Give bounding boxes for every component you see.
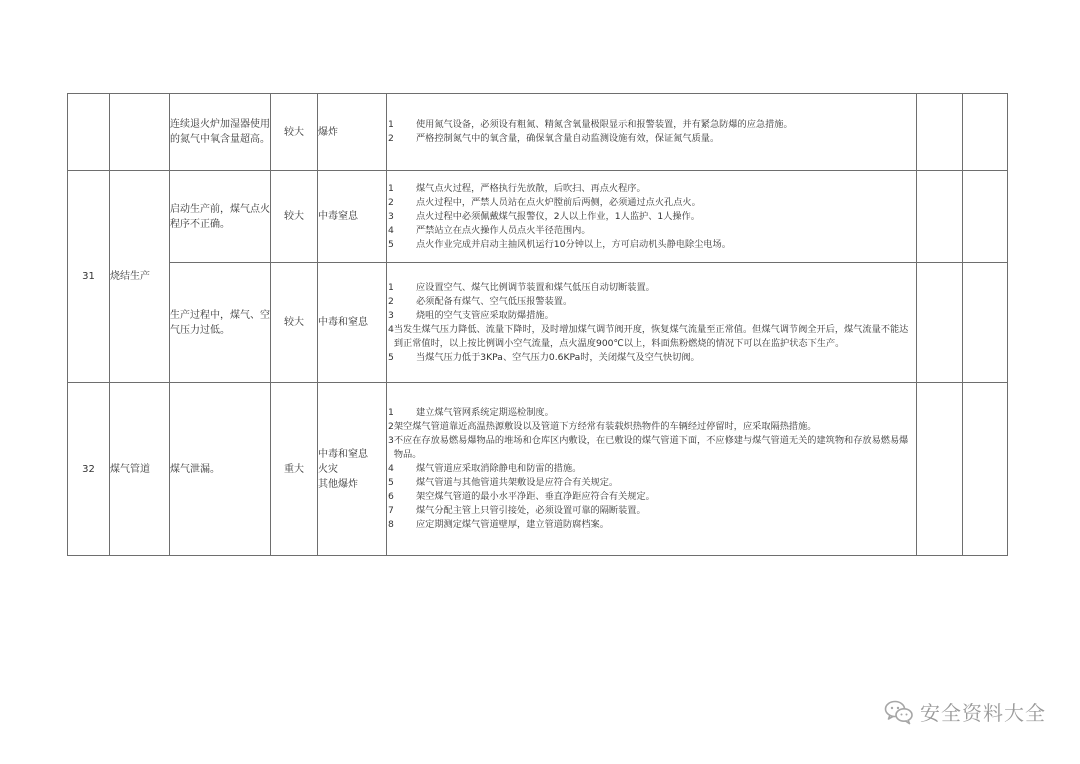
- blank-cell: [963, 383, 1008, 556]
- control-measures-cell: [387, 94, 917, 171]
- measure-item: [387, 476, 916, 490]
- measure-item: [387, 462, 916, 476]
- measure-text: 必须配备有煤气、空气低压报警装置。: [416, 295, 573, 307]
- unit-cell: 煤气管道: [110, 383, 170, 556]
- watermark-label: 安全资料大全: [920, 701, 1046, 725]
- table-row: [68, 383, 1008, 556]
- unit-cell: 烧结生产: [110, 171, 170, 383]
- measure-number: 1: [388, 182, 394, 194]
- risk-level-cell: 较大: [271, 171, 318, 263]
- measure-number: 3: [388, 210, 394, 222]
- measure-number: 5: [388, 351, 394, 363]
- table-row: [68, 263, 1008, 383]
- hazard-cell: 煤气泄漏。: [170, 383, 271, 556]
- risk-level-cell: 较大: [271, 263, 318, 383]
- blank-cell: [917, 383, 963, 556]
- accident-type-line: 中毒和窒息: [318, 448, 368, 460]
- risk-measures-table: [67, 93, 1008, 556]
- measure-item: [387, 118, 916, 132]
- table-row: [68, 171, 1008, 263]
- measure-item: [387, 224, 916, 238]
- measure-number: 4: [388, 224, 394, 236]
- row-number-cell: [68, 94, 110, 171]
- blank-cell: [963, 94, 1008, 171]
- row-number-cell: 31: [68, 171, 110, 383]
- measure-number: 4: [388, 463, 394, 474]
- measure-text: 煤气点火过程，严格执行先放散，后吹扫、再点火程序。: [416, 182, 646, 194]
- measure-number: 1: [388, 119, 394, 130]
- measure-item: [387, 196, 916, 210]
- measure-text: 不应在存放易燃易爆物品的堆场和仓库区内敷设，在已敷设的煤气管道下面，不应修建与煤气管道无关的建筑物和存放易燃易爆物品。: [393, 435, 909, 460]
- measure-text: 点火过程中必须佩戴煤气报警仪，2人以上作业，1人监护、1人操作。: [416, 210, 700, 222]
- measure-item: [387, 518, 916, 532]
- measure-number: 3: [388, 435, 394, 446]
- measure-item: [387, 406, 916, 420]
- hazard-cell: 连续退火炉加湿器使用的氮气中氧含量超高。: [170, 94, 271, 171]
- measure-number: 4: [388, 323, 394, 335]
- accident-type-cell: 中毒窒息: [318, 171, 387, 263]
- accident-type-cell: 爆炸: [318, 94, 387, 171]
- risk-level-cell: 较大: [271, 94, 318, 171]
- blank-cell: [963, 171, 1008, 263]
- measure-item: [387, 132, 916, 146]
- measure-item: [387, 210, 916, 224]
- control-measures-cell: [387, 171, 917, 263]
- wechat-icon: [884, 699, 914, 725]
- measure-item: [387, 182, 916, 196]
- measure-text: 架空煤气管道靠近高温热源敷设以及管道下方经常有装载炽热物件的车辆经过停留时，应采取隔热措施。: [393, 421, 817, 432]
- blank-cell: [963, 263, 1008, 383]
- measure-item: [387, 238, 916, 252]
- measure-item: [387, 504, 916, 518]
- measure-text: 严禁站立在点火操作人员点火半径范围内。: [416, 224, 591, 236]
- measure-text: 点火过程中，严禁人员站在点火炉膛前后两侧，必须通过点火孔点火。: [416, 196, 701, 208]
- accident-type-cell: 中毒和窒息: [318, 263, 387, 383]
- measure-text: 使用氮气设备，必须设有粗氮、精氮含氧量极限显示和报警装置，并有紧急防爆的应急措施。: [416, 119, 793, 130]
- hazard-cell: 启动生产前，煤气点火程序不正确。: [170, 171, 271, 263]
- control-measures-cell: [387, 383, 917, 556]
- measure-number: 2: [388, 196, 394, 208]
- measure-item: [387, 420, 916, 434]
- accident-type-line: 其他爆炸: [318, 478, 358, 490]
- blank-cell: [917, 263, 963, 383]
- measure-number: 2: [388, 421, 394, 432]
- measure-number: 5: [388, 238, 394, 250]
- measure-item: [387, 295, 916, 309]
- measure-text: 当发生煤气压力降低、流量下降时，及时增加煤气调节阀开度，恢复煤气流量至正常值。但煤气调节阀全开后，煤气流量不能达到正常值时，以上按比例调小空气流量，点火温度900℃以上，料面焦粉燃烧的情况下可以在监护状态下生产。: [393, 323, 909, 349]
- measure-text: 烧咀的空气支管应采取防爆措施。: [416, 309, 554, 321]
- risk-level-cell: 重大: [271, 383, 318, 556]
- measure-text: 架空煤气管道的最小水平净距、垂直净距应符合有关规定。: [416, 491, 655, 502]
- blank-cell: [917, 171, 963, 263]
- row-number-cell: 32: [68, 383, 110, 556]
- measure-number: 1: [388, 281, 394, 293]
- measure-item: [387, 323, 916, 351]
- measure-number: 8: [388, 519, 394, 530]
- measure-text: 点火作业完成并启动主抽风机运行10分钟以上，方可启动机头静电除尘电场。: [416, 238, 731, 250]
- measure-text: 煤气管道与其他管道共架敷设是应符合有关规定。: [416, 477, 619, 488]
- measure-text: 严格控制氮气中的氧含量，确保氧含量自动监测设施有效，保证氮气质量。: [416, 133, 720, 144]
- measure-text: 煤气管道应采取消除静电和防雷的措施。: [416, 463, 582, 474]
- measure-text: 煤气分配主管上只管引接处，必须设置可靠的隔断装置。: [416, 505, 646, 516]
- measure-text: 建立煤气管网系统定期巡检制度。: [416, 407, 554, 418]
- measure-text: 应设置空气、煤气比例调节装置和煤气低压自动切断装置。: [416, 281, 655, 293]
- hazard-cell: 生产过程中，煤气、空气压力过低。: [170, 263, 271, 383]
- measure-number: 7: [388, 505, 394, 516]
- table-row: [68, 94, 1008, 171]
- measure-item: [387, 281, 916, 295]
- watermark: [884, 697, 1046, 726]
- unit-cell: [110, 94, 170, 171]
- measure-number: 2: [388, 133, 394, 144]
- measure-number: 2: [388, 295, 394, 307]
- measure-item: [387, 490, 916, 504]
- measure-number: 6: [388, 491, 394, 502]
- measure-text: 当煤气压力低于3KPa、空气压力0.6KPa时，关闭煤气及空气快切阀。: [416, 351, 700, 363]
- measure-item: [387, 351, 916, 365]
- blank-cell: [917, 94, 963, 171]
- control-measures-cell: [387, 263, 917, 383]
- accident-type-line: 火灾: [318, 463, 338, 475]
- measure-number: 5: [388, 477, 394, 488]
- measure-text: 应定期测定煤气管道壁厚，建立管道防腐档案。: [416, 519, 609, 530]
- measure-item: [387, 434, 916, 462]
- measure-number: 3: [388, 309, 394, 321]
- accident-type-cell: [318, 383, 387, 556]
- measure-number: 1: [388, 407, 394, 418]
- measure-item: [387, 309, 916, 323]
